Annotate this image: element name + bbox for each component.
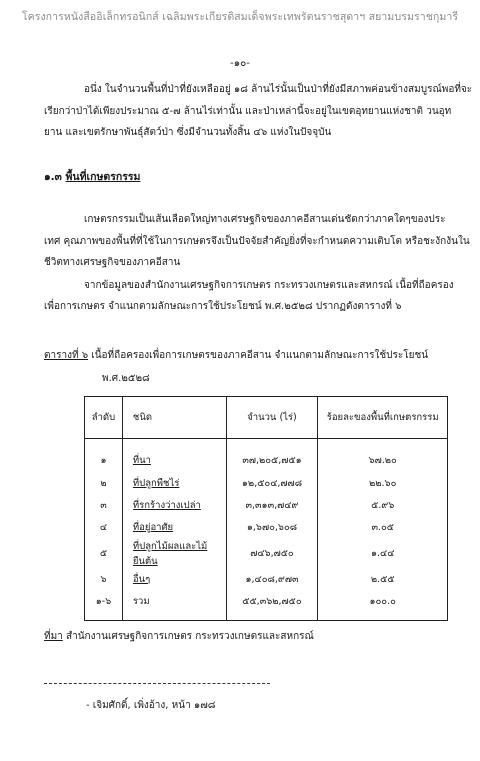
header-area: จำนวน (ไร่) — [226, 397, 318, 439]
cell-area: ๓๗,๒๐๕,๗๕๑ — [226, 439, 318, 473]
cell-type — [122, 539, 226, 569]
cell-area: ๗๔๖,๗๕๐ — [226, 539, 318, 569]
cell-type — [122, 439, 226, 473]
section-number: ๑.๓ — [44, 171, 62, 183]
cell-type-text: รวม — [132, 595, 150, 607]
source-label: ที่มา — [44, 631, 63, 642]
cell-type — [122, 569, 226, 591]
paragraph-1-line-1: อนึ่ง ในจำนวนพื้นที่ป่าที่ยังเหลืออยู่ ๑๘ ล้านไร่นั้นเป็นป่าที่ยังมีสภาพค่อนข้างสมบูรณ์พอที่จะ — [84, 84, 473, 95]
cell-rank: ๑ — [85, 439, 123, 473]
header-percent: ร้อยละของพื้นที่เกษตรกรรม — [318, 397, 448, 439]
cell-rank: ๒ — [85, 473, 123, 495]
cell-area: ๓,๓๑๓,๗๔๙ — [226, 495, 318, 517]
cell-rank: ๕ — [85, 539, 123, 569]
cell-rank: ๔ — [85, 517, 123, 539]
cell-percent: ๑๐๐.๐ — [318, 591, 448, 621]
table-header-row — [85, 397, 448, 439]
cell-area: ๑๒,๕๐๔,๗๗๘ — [226, 473, 318, 495]
table-caption-year: พ.ศ.๒๕๒๘ — [102, 373, 150, 384]
header-rank: ลำดับ — [85, 397, 123, 439]
cell-type-text: ที่นา — [132, 455, 152, 467]
paragraph-2-line-3: ชีวิตทางเศรษฐกิจของภาคอีสาน — [44, 257, 181, 268]
table-caption-text: เนื้อที่ถือครองเพื่อการเกษตรของภาคอีสาน จำแนกตามลักษณะการใช้ประโยชน์ — [91, 350, 429, 361]
cell-type — [122, 473, 226, 495]
ebook-project-header: โครงการหนังสืออิเล็กทรอนิกส์ เฉลิมพระเกียรติสมเด็จพระเทพรัตนราชสุดาฯ สยามบรมราชกุมารี — [21, 11, 459, 23]
section-title: พื้นที่เกษตรกรรม — [65, 171, 141, 183]
cell-type-text: อื่นๆ — [132, 574, 151, 585]
cell-type-text: ที่อยู่อาศัย — [132, 522, 174, 533]
footnote-divider — [44, 683, 270, 684]
cell-percent: ๒.๕๕ — [318, 569, 448, 591]
cell-percent: ๒๒.๖๐ — [318, 473, 448, 495]
cell-area: ๕๕,๓๖๒,๗๕๐ — [226, 591, 318, 621]
footnote: - เจิมศักดิ์, เพิ่งอ้าง, หน้า ๑๗๘ — [86, 700, 216, 711]
cell-rank: ๑-๖ — [85, 591, 123, 621]
cell-area: ๑,๔๐๘,๙๗๓ — [226, 569, 318, 591]
paragraph-1-line-2: เรียกว่าป่าได้เพียงประมาณ ๕-๗ ล้านไร่เท่านั้น และป่าเหล่านี้จะอยู่ในเขตอุทยานแห่งชาติ วนอุท — [44, 106, 452, 117]
cell-type-text: ที่ปลูกไม้ผลและไม้ยืนต้น — [132, 540, 208, 567]
header-type: ชนิด — [122, 397, 226, 439]
cell-type-text: ที่รกร้างว่างเปล่า — [132, 500, 201, 511]
paragraph-2-line-2: เทศ คุณภาพของพื้นที่ที่ใช้ในการเกษตรจึงเป็นปัจจัยสำคัญยิ่งที่จะกำหนดความเติบโต หรือชะงักงันใน — [44, 236, 470, 247]
cell-type — [122, 495, 226, 517]
cell-type-text: ที่ปลูกพืชไร่ — [132, 478, 180, 489]
table-row — [85, 495, 448, 517]
cell-rank: ๖ — [85, 569, 123, 591]
cell-type — [122, 591, 226, 621]
paragraph-1-line-3: ยาน และเขตรักษาพันธุ์สัตว์ป่า ซึ่งมีจำนวนทั้งสิ้น ๔๖ แห่งในปัจจุบัน — [44, 127, 332, 138]
paragraph-3-line-2: เพื่อการเกษตร จำแนกตามลักษณะการใช้ประโยชน์ พ.ศ.๒๕๒๘ ปรากฏดังตารางที่ ๖ — [44, 301, 402, 312]
section-heading — [44, 168, 140, 185]
table-row — [85, 517, 448, 539]
table-row — [85, 439, 448, 473]
table-source — [44, 629, 314, 644]
table-row — [85, 473, 448, 495]
cell-type — [122, 517, 226, 539]
paragraph-3-line-1: จากข้อมูลของสำนักงานเศรษฐกิจการเกษตร กระทรวงเกษตรและสหกรณ์ เนื้อที่ถือครอง — [84, 280, 454, 291]
table-caption-label: ตารางที่ ๖ — [44, 350, 89, 361]
source-text: สำนักงานเศรษฐกิจการเกษตร กระทรวงเกษตรและสหกรณ์ — [66, 631, 314, 642]
cell-percent: ๓.๐๕ — [318, 517, 448, 539]
page-number: -๑๐- — [230, 58, 250, 69]
cell-area: ๑,๖๗๐,๖๐๘ — [226, 517, 318, 539]
table-row — [85, 539, 448, 569]
cell-percent: ๑.๔๔ — [318, 539, 448, 569]
paragraph-2-line-1: เกษตรกรรมเป็นเส้นเลือดใหญ่ทางเศรษฐกิจของภาคอีสานเด่นชัดกว่าภาคใดๆของประ — [84, 214, 446, 225]
land-use-table — [84, 396, 448, 621]
table-total-row — [85, 591, 448, 621]
cell-rank: ๓ — [85, 495, 123, 517]
cell-percent: ๕.๙๖ — [318, 495, 448, 517]
table-row — [85, 569, 448, 591]
cell-percent: ๖๗.๒๐ — [318, 439, 448, 473]
table-caption — [44, 348, 428, 363]
